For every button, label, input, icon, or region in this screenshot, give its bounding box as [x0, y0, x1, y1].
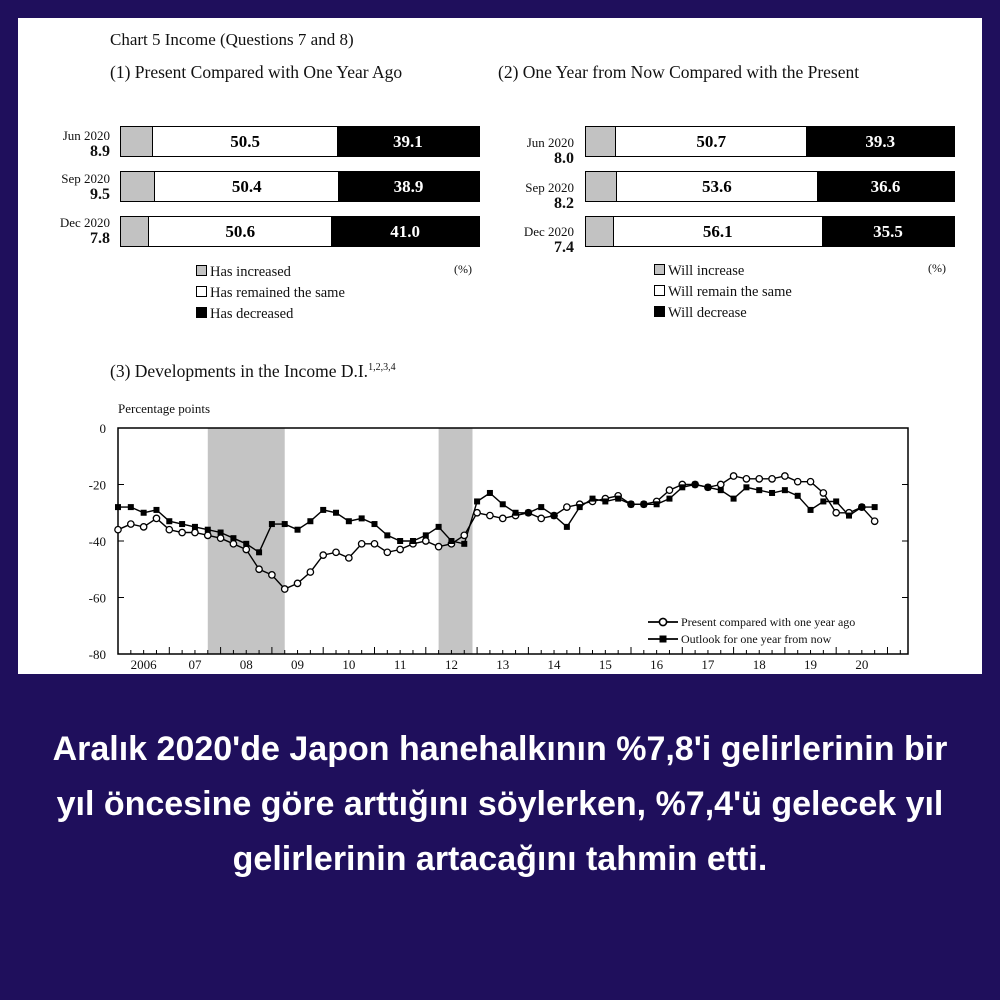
subchart-3-title: [110, 361, 396, 382]
data-point-outlook: [551, 513, 557, 519]
data-point-present: [371, 541, 377, 547]
x-tick-label: 17: [701, 657, 715, 672]
x-tick-label: 20: [855, 657, 869, 672]
data-point-present: [294, 580, 300, 586]
y-tick-label: 0: [99, 421, 106, 436]
data-point-present: [500, 515, 506, 521]
data-point-outlook: [115, 504, 121, 510]
data-point-outlook: [371, 521, 377, 527]
data-point-outlook: [205, 527, 211, 533]
legend-swatch: [196, 286, 207, 297]
increase-value: 7.4: [554, 239, 574, 256]
data-point-outlook: [808, 507, 814, 513]
data-point-present: [743, 476, 749, 482]
data-point-present: [666, 487, 672, 493]
data-point-outlook: [769, 490, 775, 496]
bar-segment-increase: [121, 127, 153, 156]
data-point-outlook: [141, 510, 147, 516]
legend-item: [654, 261, 792, 282]
data-point-outlook: [243, 541, 249, 547]
x-tick-label: 19: [804, 657, 818, 672]
bar-segment-same: 56.1: [614, 217, 823, 246]
caption-text: Aralık 2020'de Japon hanehalkının %7,8'i gelirlerinin bir yıl öncesine göre arttığını söylerken, %7,4'ü gelecek yıl gelirlerinin artacağını tahmin etti.: [52, 730, 948, 878]
data-point-outlook: [525, 510, 531, 516]
income-di-line-chart: [18, 388, 982, 674]
x-tick-label: 08: [239, 657, 253, 672]
data-point-outlook: [820, 498, 826, 504]
row-date: Sep 2020: [525, 180, 574, 195]
bar-segment-decrease: 39.3: [806, 127, 954, 156]
bar-segment-same: 50.6: [149, 217, 331, 246]
data-point-outlook: [333, 510, 339, 516]
data-point-present: [461, 532, 467, 538]
bar-row: [585, 126, 955, 157]
data-point-present: [256, 566, 262, 572]
x-tick-label: 07: [188, 657, 202, 672]
data-point-outlook: [307, 518, 313, 524]
data-point-outlook: [718, 487, 724, 493]
percent-unit: (%): [928, 261, 946, 275]
bar-segment-decrease: 35.5: [822, 217, 954, 246]
data-point-present: [807, 478, 813, 484]
data-point-outlook: [423, 532, 429, 538]
legend-swatch: [196, 307, 207, 318]
data-point-present: [320, 552, 326, 558]
data-point-outlook: [590, 496, 596, 502]
data-point-outlook: [461, 541, 467, 547]
data-point-outlook: [153, 507, 159, 513]
data-point-outlook: [384, 532, 390, 538]
row-date: Dec 2020: [523, 224, 574, 239]
data-point-present: [384, 549, 390, 555]
data-point-outlook: [872, 504, 878, 510]
data-point-present: [435, 543, 441, 549]
legend-label: Has decreased: [210, 306, 294, 322]
data-point-present: [769, 476, 775, 482]
data-point-outlook: [179, 521, 185, 527]
bar-segment-same: 50.4: [155, 172, 338, 201]
x-tick-label: 09: [291, 657, 305, 672]
data-point-present: [820, 490, 826, 496]
data-point-outlook: [859, 504, 865, 510]
data-point-present: [397, 546, 403, 552]
legend-swatch: [654, 264, 665, 275]
x-tick-label: 16: [650, 657, 664, 672]
bar-segment-same: 50.5: [153, 127, 337, 156]
data-point-outlook: [833, 498, 839, 504]
data-point-outlook: [256, 549, 262, 555]
row-label: [28, 171, 110, 203]
data-point-outlook: [346, 518, 352, 524]
y-tick-label: -40: [88, 534, 106, 549]
data-point-present: [192, 529, 198, 535]
legend-item: [196, 283, 345, 304]
data-point-present: [307, 569, 313, 575]
legend-swatch: [196, 265, 207, 276]
y-tick-label: -80: [88, 647, 106, 662]
data-point-outlook: [474, 498, 480, 504]
data-point-outlook: [795, 493, 801, 499]
subchart-1-title: (1) Present Compared with One Year Ago: [110, 62, 403, 82]
row-date: Sep 2020: [61, 171, 110, 186]
data-point-outlook: [743, 484, 749, 490]
data-point-present: [871, 518, 877, 524]
data-point-present: [346, 555, 352, 561]
data-point-outlook: [615, 496, 621, 502]
y-tick-label: -20: [88, 477, 106, 493]
legend-label-present: Present compared with one year ago: [681, 615, 856, 629]
row-label: [28, 215, 110, 247]
data-point-present: [166, 527, 172, 533]
data-point-outlook: [538, 504, 544, 510]
x-tick-label: 18: [752, 657, 766, 672]
data-point-present: [128, 521, 134, 527]
data-point-outlook: [731, 496, 737, 502]
row-label: [28, 128, 110, 160]
legend-item: [654, 282, 792, 303]
increase-value: 7.8: [90, 230, 110, 247]
row-label: [492, 224, 574, 256]
data-point-outlook: [577, 504, 583, 510]
data-point-outlook: [692, 482, 698, 488]
data-point-outlook: [436, 524, 442, 530]
data-point-present: [333, 549, 339, 555]
data-point-present: [217, 535, 223, 541]
data-point-present: [269, 572, 275, 578]
data-point-outlook: [166, 518, 172, 524]
bar-row: [120, 171, 480, 202]
increase-value: 8.2: [554, 195, 574, 212]
bar-segment-increase: [586, 127, 616, 156]
data-point-present: [474, 510, 480, 516]
increase-value: 9.5: [90, 186, 110, 203]
data-point-outlook: [500, 501, 506, 507]
bar-row: [120, 216, 480, 247]
data-point-present: [140, 524, 146, 530]
bar-row: [585, 171, 955, 202]
x-tick-label: 10: [342, 657, 356, 672]
data-point-present: [153, 515, 159, 521]
data-point-present: [564, 504, 570, 510]
data-point-present: [538, 515, 544, 521]
data-point-present: [756, 476, 762, 482]
data-point-present: [782, 473, 788, 479]
y-axis-label: Percentage points: [118, 401, 211, 416]
title-superscript: 1,2,3,4: [368, 362, 396, 374]
data-point-outlook: [128, 504, 134, 510]
x-tick-label: 2006: [130, 657, 157, 672]
data-point-outlook: [679, 484, 685, 490]
data-point-present: [205, 532, 211, 538]
bar-segment-increase: [586, 217, 614, 246]
data-point-outlook: [602, 498, 608, 504]
x-tick-label: 12: [444, 657, 458, 672]
chart-title: Chart 5 Income (Questions 7 and 8): [110, 30, 354, 49]
x-tick-label: 11: [393, 657, 407, 672]
data-point-outlook: [448, 538, 454, 544]
chart-panel: [18, 18, 982, 674]
data-point-present: [358, 541, 364, 547]
line-legend: [648, 615, 855, 646]
data-point-outlook: [320, 507, 326, 513]
row-label: [492, 135, 574, 167]
data-point-present: [487, 512, 493, 518]
legend-label: Will increase: [668, 263, 745, 279]
data-point-outlook: [846, 513, 852, 519]
bar-row: [120, 126, 480, 157]
legend-1: [196, 262, 345, 325]
data-point-outlook: [641, 501, 647, 507]
row-date: Jun 2020: [62, 128, 110, 143]
increase-value: 8.0: [554, 150, 574, 167]
data-point-present: [230, 541, 236, 547]
data-point-present: [730, 473, 736, 479]
row-date: Dec 2020: [59, 215, 110, 230]
data-point-outlook: [282, 521, 288, 527]
data-point-present: [115, 527, 121, 533]
data-point-outlook: [397, 538, 403, 544]
data-point-present: [243, 546, 249, 552]
legend-2: [654, 261, 792, 324]
data-point-outlook: [705, 484, 711, 490]
legend-marker-circle: [659, 618, 666, 625]
data-point-present: [282, 586, 288, 592]
legend-swatch: [654, 285, 665, 296]
data-point-present: [718, 481, 724, 487]
legend-item: [654, 303, 792, 324]
legend-label: Will decrease: [668, 305, 747, 321]
bar-segment-decrease: 38.9: [338, 172, 479, 201]
increase-value: 8.9: [90, 143, 110, 160]
data-point-outlook: [218, 530, 224, 536]
data-point-present: [423, 538, 429, 544]
y-tick-label: -60: [88, 590, 106, 606]
data-point-present: [795, 478, 801, 484]
legend-label: Will remain the same: [668, 284, 792, 300]
data-point-outlook: [359, 515, 365, 521]
legend-label: Has increased: [210, 264, 291, 280]
data-point-outlook: [295, 527, 301, 533]
legend-item: [196, 262, 345, 283]
data-point-outlook: [487, 490, 493, 496]
data-point-outlook: [564, 524, 570, 530]
row-label: [492, 180, 574, 212]
subchart-3-title-text: (3) Developments in the Income D.I.: [110, 361, 369, 381]
data-point-outlook: [756, 487, 762, 493]
legend-label: Has remained the same: [210, 285, 345, 301]
row-date: Jun 2020: [526, 135, 574, 150]
x-tick-label: 15: [598, 657, 612, 672]
bar-row: [585, 216, 955, 247]
data-point-outlook: [628, 501, 634, 507]
percent-unit: (%): [454, 262, 472, 276]
bar-segment-decrease: 41.0: [331, 217, 479, 246]
data-point-outlook: [269, 521, 275, 527]
data-point-outlook: [654, 501, 660, 507]
legend-swatch: [654, 306, 665, 317]
data-point-present: [833, 510, 839, 516]
data-point-outlook: [666, 496, 672, 502]
data-point-outlook: [192, 524, 198, 530]
x-tick-label: 13: [496, 657, 510, 672]
data-point-outlook: [230, 535, 236, 541]
legend-label-outlook: Outlook for one year from now: [681, 632, 832, 646]
x-tick-label: 14: [547, 657, 561, 672]
bar-segment-increase: [121, 172, 155, 201]
bar-segment-decrease: 36.6: [817, 172, 954, 201]
bar-segment-increase: [586, 172, 617, 201]
bar-segment-increase: [121, 217, 149, 246]
bar-segment-decrease: 39.1: [337, 127, 479, 156]
subchart-2-title: (2) One Year from Now Compared with the Present: [498, 62, 860, 82]
legend-marker-square: [660, 636, 667, 643]
data-point-outlook: [782, 487, 788, 493]
legend-item: [196, 304, 345, 325]
bar-segment-same: 53.6: [617, 172, 817, 201]
bar-segment-same: 50.7: [616, 127, 806, 156]
data-point-outlook: [410, 538, 416, 544]
data-point-outlook: [513, 510, 519, 516]
data-point-present: [179, 529, 185, 535]
